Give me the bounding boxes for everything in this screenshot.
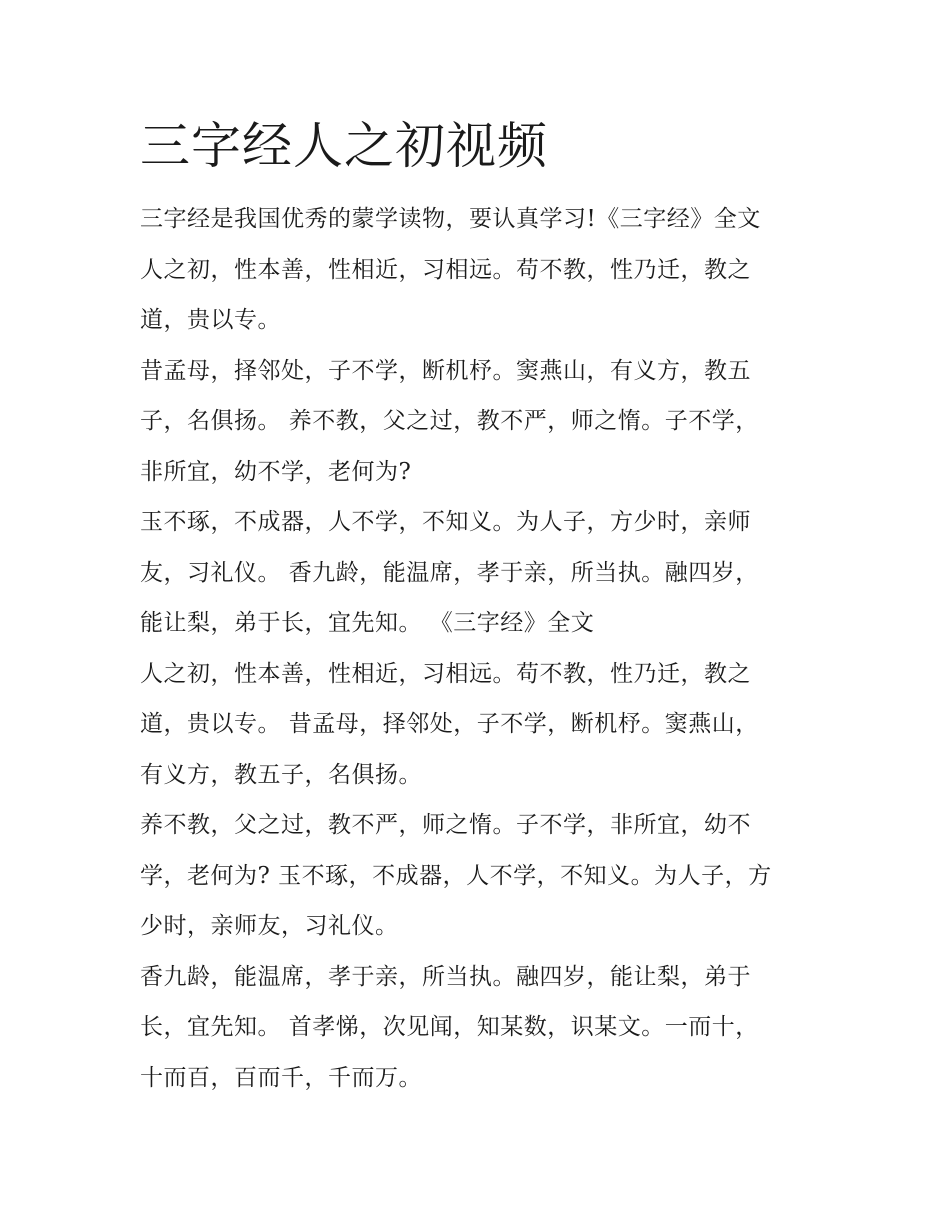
paragraph: 玉不琢，不成器，人不学，不知义。为人子，方少时，亲师 友，习礼仪。 香九龄，能温席，孝于亲，所当执。融四岁， 能让梨，弟于长，宜先知。 《三字经》全文 — [140, 509, 759, 636]
paragraph: 养不教，父之过，教不严，师之惰。子不学，非所宜，幼不 学，老何为? 玉不琢，不成器，人不学，不知义。为人子，方 少时，亲师友，习礼仪。 — [140, 812, 772, 939]
paragraph: 昔孟母，择邻处，子不学，断机杼。窦燕山，有义方，教五 子，名俱扬。 养不教，父之过，教不严，师之惰。子不学， 非所宜，幼不学，老何为? — [140, 357, 759, 485]
document-page — [140, 110, 810, 1103]
document-title: 三字经人之初视频 — [140, 117, 548, 175]
paragraph: 人之初，性本善，性相近，习相远。苟不教，性乃迁，教之 道，贵以专。 昔孟母，择邻处，子不学，断机杼。窦燕山， 有义方，教五子，名俱扬。 — [140, 660, 759, 788]
paragraph: 三字经是我国优秀的蒙学读物，要认真学习!《三字经》全文 人之初，性本善，性相近，习相远。苟不教，性乃迁，教之 道，贵以专。 — [140, 206, 761, 333]
paragraph: 香九龄，能温席，孝于亲，所当执。融四岁，能让梨，弟于 长，宜先知。 首孝悌，次见闻，知某数，识某文。一而十， 十而百，百而千，千而万。 — [140, 963, 759, 1091]
